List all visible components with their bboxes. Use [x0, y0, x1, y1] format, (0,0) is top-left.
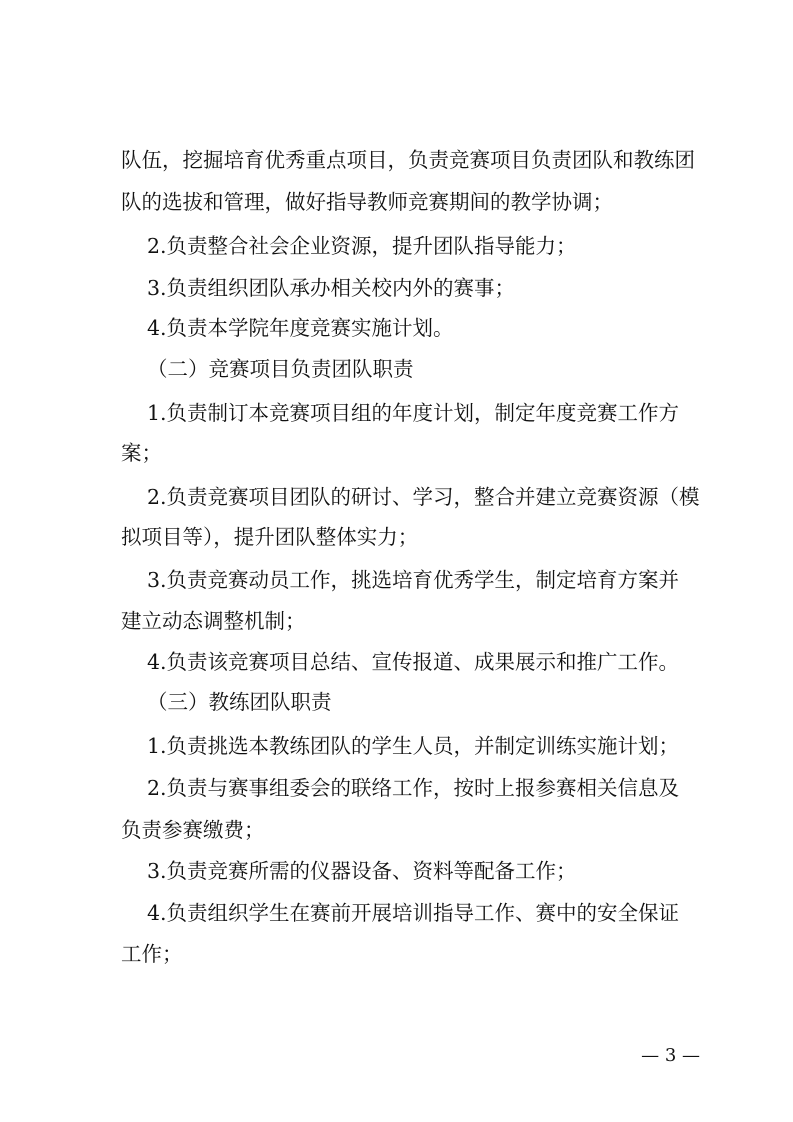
paragraph-line: 3.负责组织团队承办相关校内外的赛事；: [147, 276, 516, 300]
paragraph-line: 1.负责制订本竞赛项目组的年度计划，制定年度竞赛工作方: [147, 401, 680, 425]
paragraph-line: 3.负责竞赛动员工作，挑选培育优秀学生，制定培育方案并: [147, 568, 680, 592]
paragraph-line: 4.负责组织学生在赛前开展培训指导工作、赛中的安全保证: [147, 901, 680, 925]
section-heading: （二）竞赛项目负责团队职责: [147, 357, 414, 381]
paragraph-line: 队的选拔和管理，做好指导教师竞赛期间的教学协调；: [121, 190, 613, 214]
paragraph-line: 4.负责该竞赛项目总结、宣传报道、成果展示和推广工作。: [147, 650, 680, 674]
paragraph-line: 拟项目等），提升团队整体实力；: [121, 525, 419, 549]
section-heading: （三）教练团队职责: [147, 690, 332, 714]
page-number: — 3 —: [641, 1045, 700, 1066]
paragraph-line: 建立动态调整机制；: [121, 609, 306, 633]
paragraph-line: 1.负责挑选本教练团队的学生人员，并制定训练实施计划；: [147, 734, 680, 758]
paragraph-line: 负责参赛缴费；: [121, 818, 265, 842]
paragraph-line: 2.负责竞赛项目团队的研讨、学习，整合并建立竞赛资源（模: [147, 485, 700, 509]
paragraph-line: 4.负责本学院年度竞赛实施计划。: [147, 316, 454, 340]
paragraph-line: 3.负责竞赛所需的仪器设备、资料等配备工作；: [147, 859, 577, 883]
paragraph-line: 2.负责整合社会企业资源，提升团队指导能力；: [147, 234, 577, 258]
paragraph-line: 案；: [121, 441, 162, 465]
paragraph-line: 队伍，挖掘培育优秀重点项目，负责竞赛项目负责团队和教练团: [121, 148, 695, 172]
paragraph-line: 工作；: [121, 942, 183, 966]
paragraph-line: 2.负责与赛事组委会的联络工作，按时上报参赛相关信息及: [147, 776, 680, 800]
